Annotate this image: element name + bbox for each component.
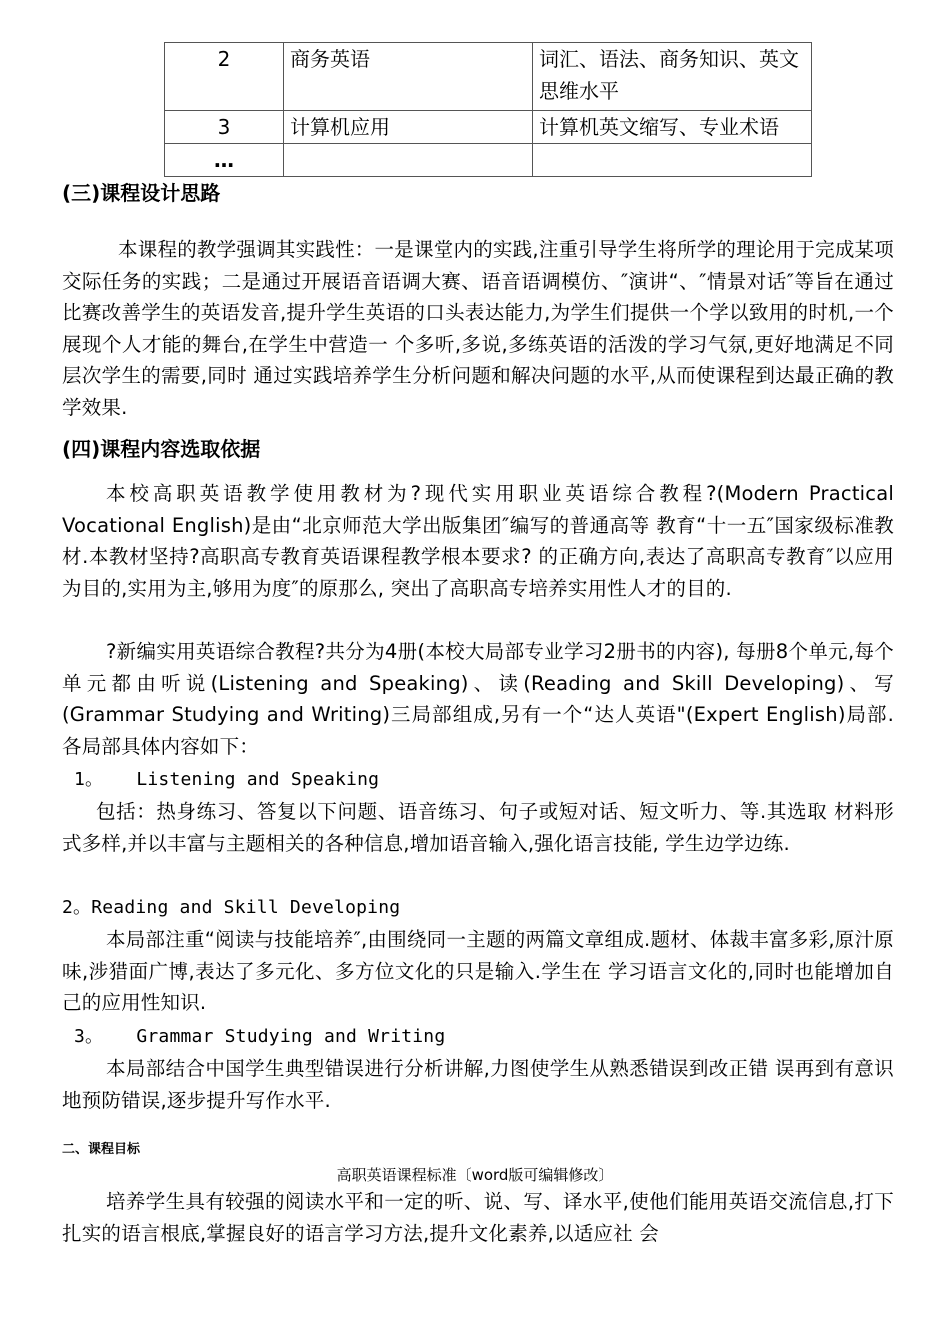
- structure-paragraph: ?新编实用英语综合教程?共分为4册(本校大局部专业学习2册书的内容), 每册8个单元,每个单元都由听说(Listening and Speaking)、读(Reading and Skill Developing)、写(Grammar Studying and Writing)三局部组成,另有一个“达人英语"(Expert English)局部.各局部具体内容如下：: [62, 640, 894, 758]
- item-2-title: 2。Reading and Skill Developing: [62, 897, 401, 918]
- row-number: 3: [165, 111, 284, 144]
- section-heading-content: (四)课程内容选取依据: [62, 437, 261, 461]
- course-content: 计算机英文缩写、专业术语: [533, 111, 812, 144]
- course-name: 计算机应用: [284, 111, 533, 144]
- row-number: 2: [165, 43, 284, 111]
- item-3-body: 本局部结合中国学生典型错误进行分析讲解,力图使学生从熟悉错误到改正错 误再到有意识地预防错误,逐步提升写作水平.: [62, 1057, 894, 1112]
- course-content: [533, 144, 812, 177]
- course-name: [284, 144, 533, 177]
- table-row: [165, 144, 812, 177]
- textbook-paragraph: 本校高职英语教学使用教材为?现代实用职业英语综合教程?(Modern Practical Vocational English)是由“北京师范大学出版集团″编写的普通高等 教育“十一五″国家级标准教材.本教材坚持?高职高专教育英语课程教学根本要求? 的正确方向,表达了高职高专教育″以应用为目的,实用为主,够用为度″的原那么, 突出了高职高专培养实用性人才的目的.: [62, 482, 894, 600]
- item-3-title: 3。 Grammar Studying and Writing: [74, 1026, 446, 1047]
- document-footer-title: 高职英语课程标准〔word版可编辑修改〕: [336, 1166, 614, 1184]
- item-1-body: 包括：热身练习、答复以下问题、语音练习、句子或短对话、短文听力、等.其选取 材料形式多样,并以丰富与主题相关的各种信息,增加语音输入,强化语言技能, 学生边学边练.: [62, 800, 894, 855]
- section-heading-design: (三)课程设计思路: [62, 181, 221, 205]
- course-name: 商务英语: [284, 43, 533, 111]
- row-number: …: [165, 144, 284, 177]
- section-heading-goal: 二、课程目标: [62, 1142, 141, 1157]
- table-row: [165, 111, 812, 144]
- design-paragraph: 本课程的教学强调其实践性：一是课堂内的实践,注重引导学生将所学的理论用于完成某项交际任务的实践；二是通过开展语音语调大赛、语音语调模仿、″演讲“、″情景对话″等旨在通过比赛改善学生的英语发音,提升学生英语的口头表达能力,为学生们提供一个学以致用的时机,一个展现个人才能的舞台,在学生中营造一 个多听,多说,多练英语的活泼的学习气氛,更好地满足不同层次学生的需要,同时 通过实践培养学生分析问题和解决问题的水平,从而使课程到达最正确的教学效果.: [62, 238, 894, 419]
- goal-paragraph: 培养学生具有较强的阅读水平和一定的听、说、写、译水平,使他们能用英语交流信息,打下扎实的语言根底,掌握良好的语言学习方法,提升文化素养,以适应社 会: [62, 1190, 894, 1245]
- item-2-body: 本局部注重“阅读与技能培养″,由围绕同一主题的两篇文章组成.题材、体裁丰富多彩,原汁原味,涉猎面广博,表达了多元化、多方位文化的只是输入.学生在 学习语言文化的,同时也能增加自己的应用性知识.: [62, 928, 894, 1014]
- course-content: 词汇、语法、商务知识、英文思维水平: [533, 43, 812, 111]
- table-row: [165, 43, 812, 111]
- item-1-title: 1。 Listening and Speaking: [74, 769, 380, 790]
- course-table: [164, 42, 812, 177]
